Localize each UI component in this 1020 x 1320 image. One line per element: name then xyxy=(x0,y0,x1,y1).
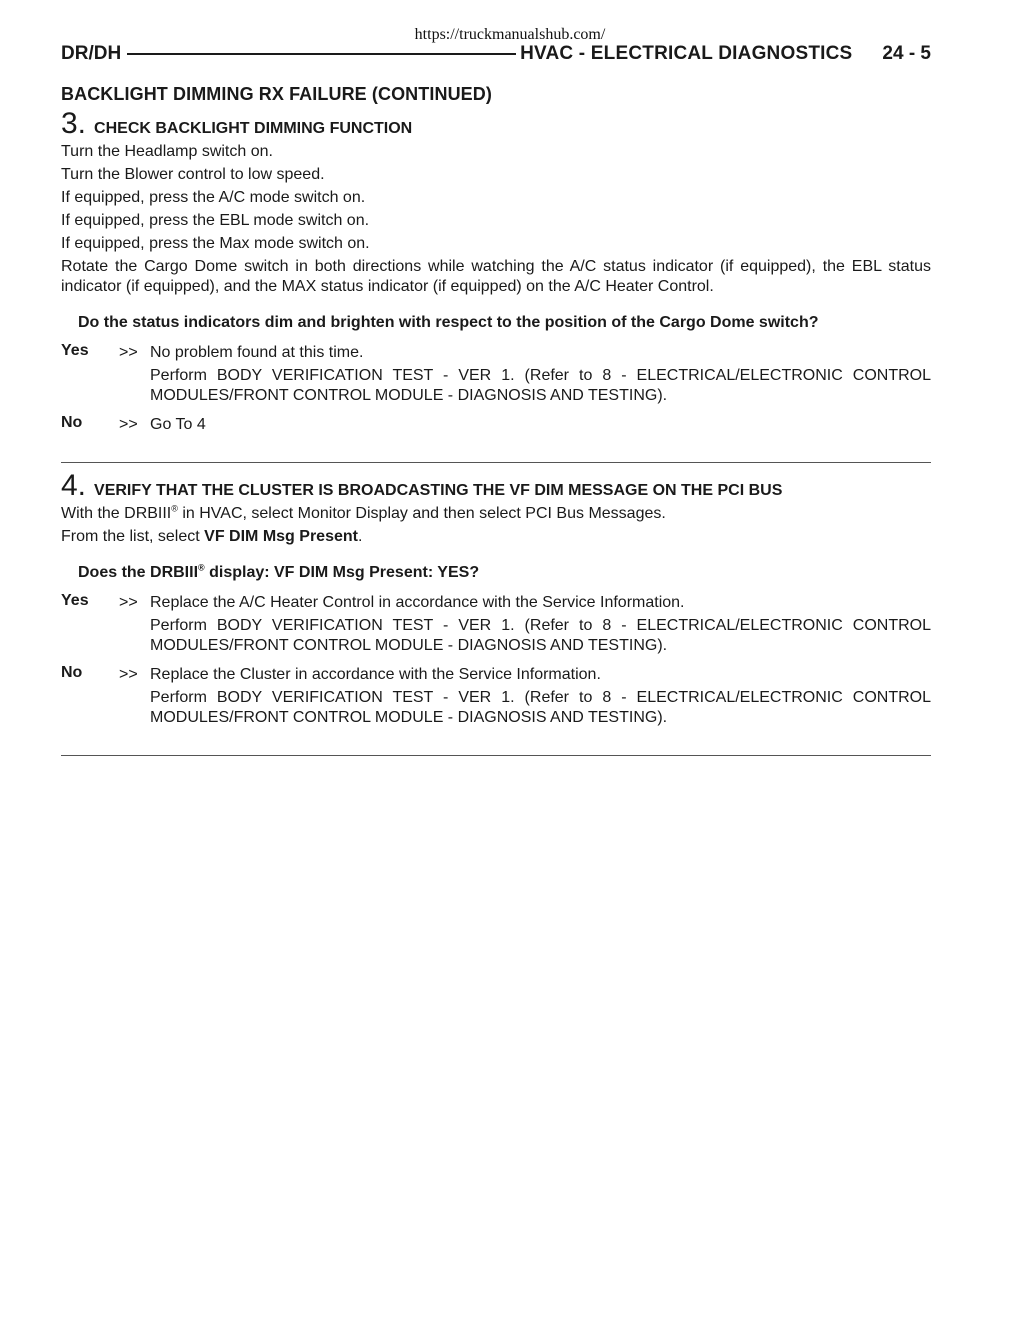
step-3 xyxy=(61,109,931,438)
instruction-paragraph: Rotate the Cargo Dome switch in both directions while watching the A/C status indicator (if equipped), the EBL status indicator (if equipped), and the MAX status indicator (if equipped) on the A/C Heater Control. xyxy=(61,258,931,295)
answer-text: Replace the A/C Heater Control in accordance with the Service Information. xyxy=(150,594,685,611)
answer-arrow: >> xyxy=(119,594,138,611)
instruction-line: If equipped, press the A/C mode switch on. xyxy=(61,189,366,206)
answer-text: Perform BODY VERIFICATION TEST - VER 1. (Refer to 8 - ELECTRICAL/ELECTRONIC CONTROL MODULES/FRONT CONTROL MODULE - DIAGNOSIS AND TESTING). xyxy=(150,617,931,654)
instruction-line xyxy=(61,504,931,524)
answer-label: Yes xyxy=(61,342,89,359)
step-4-title: VERIFY THAT THE CLUSTER IS BROADCASTING THE VF DIM MESSAGE ON THE PCI BUS xyxy=(94,482,783,499)
step-3-question: Do the status indicators dim and brighten with respect to the position of the Cargo Dome switch? xyxy=(78,314,819,331)
instruction-text: With the DRBIII xyxy=(61,505,172,522)
answer-body xyxy=(150,593,931,659)
answer-yes xyxy=(61,593,931,659)
source-url[interactable]: https://truckmanualshub.com/ xyxy=(414,26,606,43)
instruction-text: . xyxy=(357,528,363,545)
answer-text: Perform BODY VERIFICATION TEST - VER 1. (Refer to 8 - ELECTRICAL/ELECTRONIC CONTROL MODULES/FRONT CONTROL MODULE - DIAGNOSIS AND TESTING). xyxy=(150,689,931,726)
answer-label: Yes xyxy=(61,592,89,609)
answer-label: No xyxy=(61,664,83,681)
step-3-title: CHECK BACKLIGHT DIMMING FUNCTION xyxy=(94,120,413,137)
instruction-text: From the list, select xyxy=(61,528,205,545)
step-4-number: 4. xyxy=(61,469,87,502)
answer-arrow: >> xyxy=(119,344,138,361)
step-3-heading xyxy=(61,109,931,139)
instruction-text: in HVAC, select Monitor Display and then select PCI Bus Messages. xyxy=(177,505,666,522)
instruction-emphasis: VF DIM Msg Present xyxy=(204,528,358,545)
page-header xyxy=(61,42,931,66)
page-number: 24 - 5 xyxy=(882,43,931,64)
section-divider xyxy=(61,462,931,463)
answer-text: Perform BODY VERIFICATION TEST - VER 1. (Refer to 8 - ELECTRICAL/ELECTRONIC CONTROL MODULES/FRONT CONTROL MODULE - DIAGNOSIS AND TESTING). xyxy=(150,367,931,404)
step-4-heading xyxy=(61,471,931,501)
instruction-line: If equipped, press the EBL mode switch on. xyxy=(61,212,370,229)
answer-body xyxy=(150,343,931,409)
answer-no xyxy=(61,415,931,438)
answer-label: No xyxy=(61,414,83,431)
header-section: HVAC - ELECTRICAL DIAGNOSTICS xyxy=(520,43,853,64)
header-model: DR/DH xyxy=(61,43,122,64)
instruction-line: Turn the Headlamp switch on. xyxy=(61,143,273,160)
section-title: BACKLIGHT DIMMING RX FAILURE (CONTINUED) xyxy=(61,84,492,104)
answer-text: No problem found at this time. xyxy=(150,344,364,361)
question-text: Does the DRBIII xyxy=(78,564,199,581)
answer-text: Go To 4 xyxy=(150,416,206,433)
answer-body xyxy=(150,665,931,731)
answer-text: Replace the Cluster in accordance with the Service Information. xyxy=(150,666,601,683)
answer-no xyxy=(61,665,931,731)
answer-arrow: >> xyxy=(119,666,138,683)
answer-body xyxy=(150,415,931,438)
step-3-number: 3. xyxy=(61,107,87,140)
instruction-line xyxy=(61,527,931,547)
page-content xyxy=(61,84,931,756)
header-rule xyxy=(127,53,516,55)
step-4-question xyxy=(78,563,931,583)
question-text: display: VF DIM Msg Present: YES? xyxy=(204,564,480,581)
step-4 xyxy=(61,471,931,731)
answer-arrow: >> xyxy=(119,416,138,433)
answer-yes xyxy=(61,343,931,409)
registered-mark: ® xyxy=(171,503,178,514)
registered-mark: ® xyxy=(198,562,205,573)
instruction-line: If equipped, press the Max mode switch on. xyxy=(61,235,370,252)
section-divider xyxy=(61,755,931,756)
instruction-line: Turn the Blower control to low speed. xyxy=(61,166,325,183)
